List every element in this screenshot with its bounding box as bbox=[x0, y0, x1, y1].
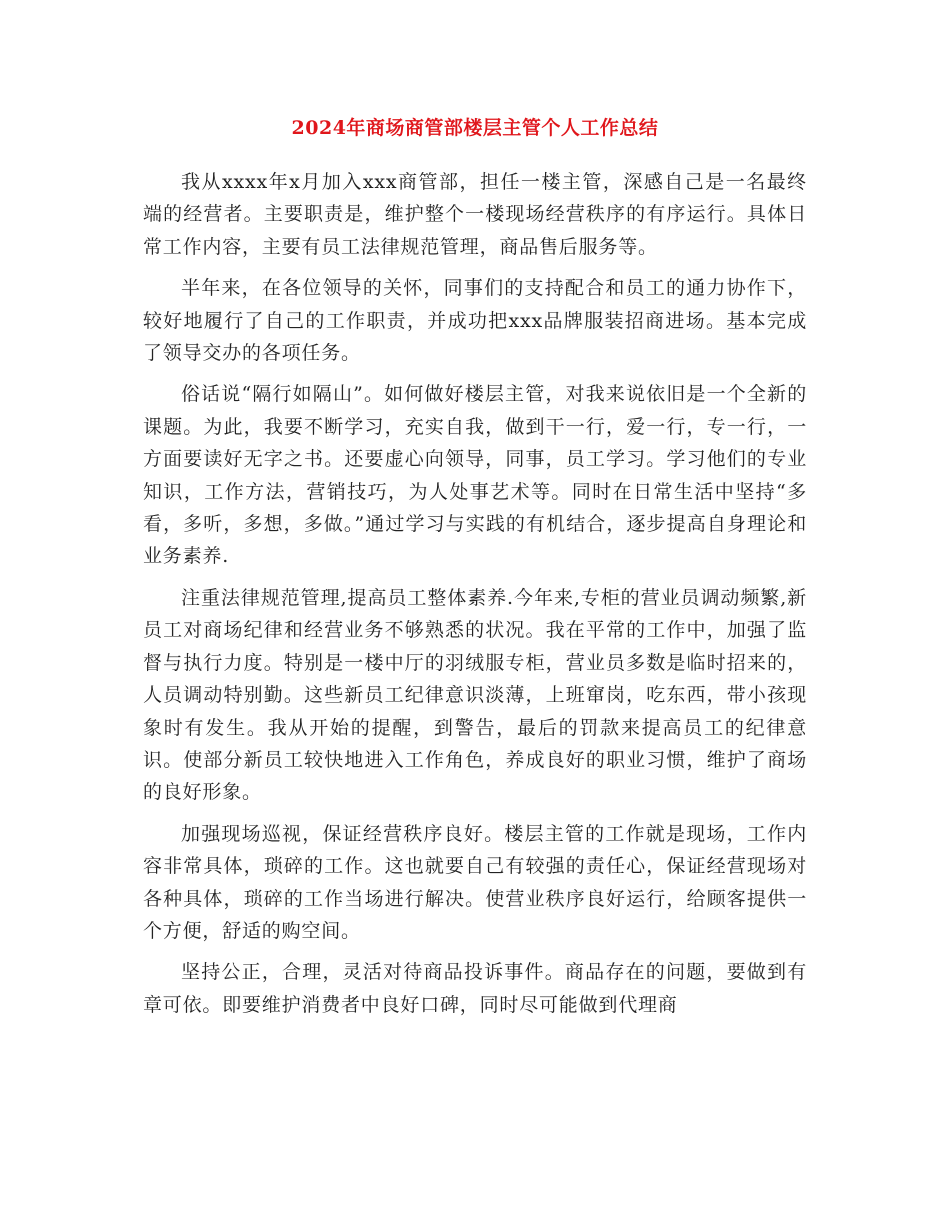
paragraph-learning: 俗话说“隔行如隔山”。如何做好楼层主管，对我来说依旧是一个全新的课题。为此，我要不断学习，充实自我，做到干一行，爱一行，专一行，一方面要读好无字之书。还要虚心向领导，同事，员工学习。学习他们的专业知识，工作方法，营销技巧，为人处事艺术等。同时在日常生活中坚持“多看，多听，多想，多做。”通过学习与实践的有机结合，逐步提高自身理论和业务素养. bbox=[143, 383, 807, 568]
paragraph-inspection: 加强现场巡视，保证经营秩序良好。楼层主管的工作就是现场，工作内容非常具体，琐碎的工作。这也就要自己有较强的责任心，保证经营现场对各种具体，琐碎的工作当场进行解决。使营业秩序良好运行，给顾客提供一个方便，舒适的购空间。 bbox=[143, 822, 807, 942]
paragraph-half-year: 半年来，在各位领导的关怀，同事们的支持配合和员工的通力协作下，较好地履行了自己的工作职责，并成功把xxx品牌服装招商进场。基本完成了领导交办的各项任务。 bbox=[143, 277, 807, 365]
document-title: 2024年商场商管部楼层主管个人工作总结 bbox=[291, 117, 659, 139]
paragraph-joining: 我从xxxx年x月加入xxx商管部，担任一楼主管，深感自己是一名最终端的经营者。主要职责是，维护整个一楼现场经营秩序的有序运行。具体日常工作内容，主要有员工法律规范管理，商品售后服务等。 bbox=[143, 171, 807, 258]
paragraph-complaints: 坚持公正，合理，灵活对待商品投诉事件。商品存在的问题，要做到有章可依。即要维护消费者中良好口碑，同时尽可能做到代理商 bbox=[143, 961, 807, 1016]
paragraph-discipline: 注重法律规范管理,提高员工整体素养.今年来,专柜的营业员调动频繁,新员工对商场纪律和经营业务不够熟悉的状况。我在平常的工作中，加强了监督与执行力度。特别是一楼中厅的羽绒服专柜，营业员多数是临时招来的，人员调动特别勤。这些新员工纪律意识淡薄，上班窜岗，吃东西，带小孩现象时有发生。我从开始的提醒，到警告，最后的罚款来提高员工的纪律意识。使部分新员工较快地进入工作角色，养成良好的职业习惯，维护了商场的良好形象。 bbox=[143, 586, 807, 804]
document-page bbox=[143, 112, 807, 1030]
